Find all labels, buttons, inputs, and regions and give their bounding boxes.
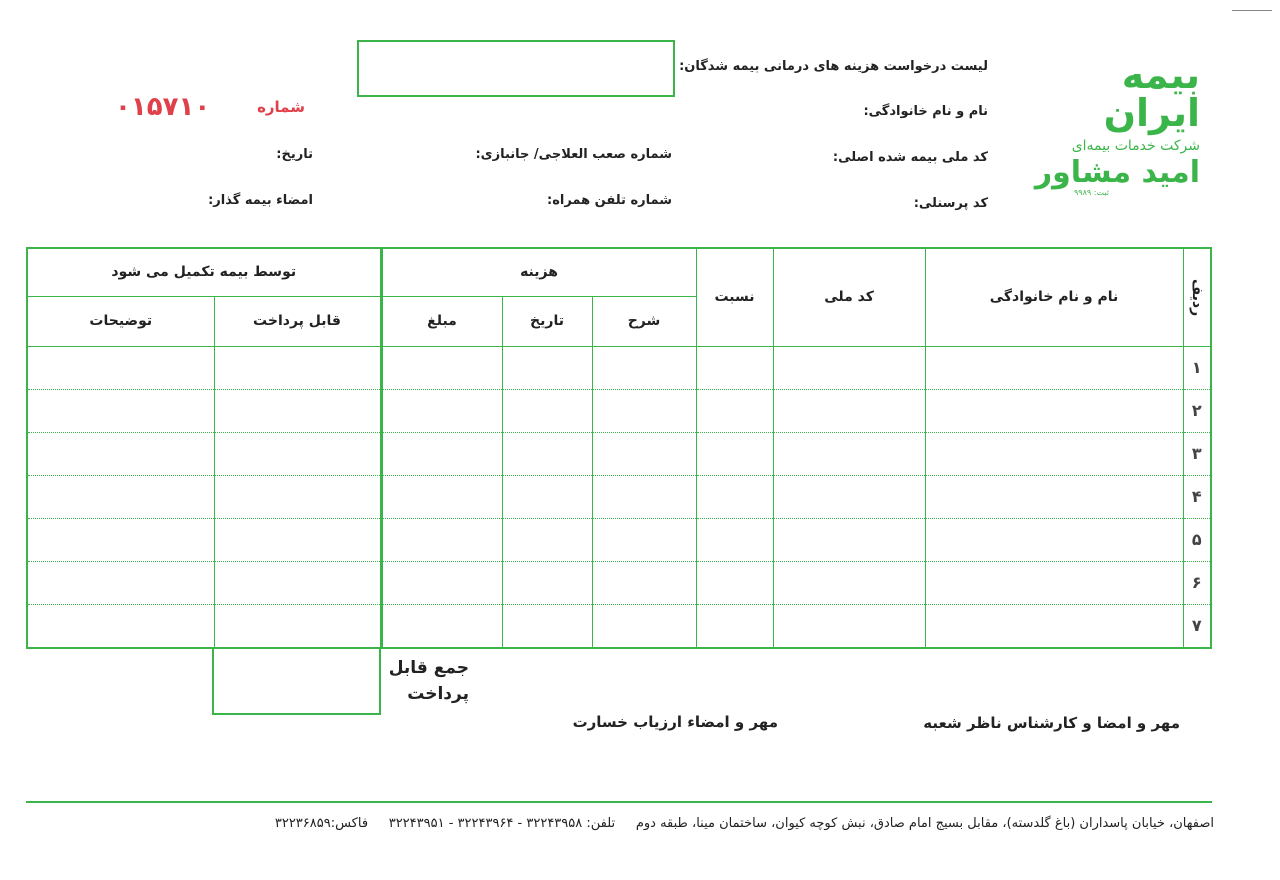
national-id-cell[interactable] — [773, 389, 925, 432]
personnel-code-label: کد پرسنلی: — [913, 196, 988, 211]
national-id-cell[interactable] — [773, 604, 925, 648]
amount-cell[interactable] — [381, 475, 502, 518]
row-number: ۶ — [1183, 561, 1211, 604]
date-cell[interactable] — [502, 561, 592, 604]
payable-cell[interactable] — [214, 475, 381, 518]
col-row-header: ردیف — [1183, 248, 1211, 346]
total-label-line2: پرداخت — [407, 683, 469, 704]
description-cell[interactable] — [592, 561, 696, 604]
relation-cell[interactable] — [696, 475, 773, 518]
national-id-cell[interactable] — [773, 432, 925, 475]
footer-phones: ۳۲۲۴۳۹۵۸ - ۳۲۲۴۳۹۶۴ - ۳۲۲۴۳۹۵۱ — [388, 816, 583, 831]
col-payable-header: قابل پرداخت — [214, 296, 381, 346]
notes-cell[interactable] — [27, 475, 214, 518]
footer-phone-label: تلفن: — [586, 816, 616, 831]
amount-cell[interactable] — [381, 518, 502, 561]
description-cell[interactable] — [592, 475, 696, 518]
notes-cell[interactable] — [27, 604, 214, 648]
name-cell[interactable] — [925, 518, 1183, 561]
payable-cell[interactable] — [214, 432, 381, 475]
table-row — [27, 389, 1211, 432]
row-number: ۵ — [1183, 518, 1211, 561]
total-label-line1: جمع قابل — [388, 658, 469, 678]
brand-logo-text: بیمه ایران — [1103, 53, 1200, 135]
list-title-label: لیست درخواست هزینه های درمانی بیمه شدگان: — [679, 59, 988, 74]
insurer-signature-label: امضاء بیمه گذار: — [208, 193, 313, 208]
row-number: ۷ — [1183, 604, 1211, 648]
national-id-cell[interactable] — [773, 561, 925, 604]
description-cell[interactable] — [592, 346, 696, 389]
page-edge-mark — [1232, 10, 1272, 11]
footer-fax-label: فاکس: — [330, 816, 369, 831]
company-line: شرکت خدمات بیمه‌ای — [1071, 138, 1200, 154]
assessor-signature-label: مهر و امضاء ارزیاب خسارت — [572, 713, 778, 731]
mobile-number-label: شماره تلفن همراه: — [547, 193, 672, 208]
table-row — [27, 518, 1211, 561]
national-id-label: کد ملی بیمه شده اصلی: — [832, 150, 988, 165]
relation-cell[interactable] — [696, 518, 773, 561]
col-amount-header: مبلغ — [381, 296, 502, 346]
list-title-field[interactable] — [357, 40, 675, 97]
payable-cell[interactable] — [214, 518, 381, 561]
company-logo — [1030, 53, 1200, 197]
name-cell[interactable] — [925, 432, 1183, 475]
relation-cell[interactable] — [696, 432, 773, 475]
full-name-label: نام و نام خانوادگی: — [863, 104, 988, 119]
notes-cell[interactable] — [27, 389, 214, 432]
table-row — [27, 346, 1211, 389]
total-payable-label — [385, 656, 469, 707]
registration-number: ثبت: ۹۹۸۹ — [1074, 188, 1109, 197]
col-description-header: شرح — [592, 296, 696, 346]
national-id-cell[interactable] — [773, 475, 925, 518]
date-cell[interactable] — [502, 432, 592, 475]
col-relation-header: نسبت — [696, 248, 773, 346]
date-label: تاریخ: — [276, 147, 313, 162]
description-cell[interactable] — [592, 389, 696, 432]
col-national-id-header: کد ملی — [773, 248, 925, 346]
total-payable-field[interactable] — [212, 647, 381, 715]
date-cell[interactable] — [502, 346, 592, 389]
date-cell[interactable] — [502, 518, 592, 561]
amount-cell[interactable] — [381, 604, 502, 648]
amount-cell[interactable] — [381, 346, 502, 389]
relation-cell[interactable] — [696, 389, 773, 432]
footer-address: اصفهان، خیابان پاسداران (باغ گلدسته)، مقابل بسیج امام صادق، نبش کوچه کیوان، ساختمان مینا، طبقه دوم — [635, 816, 1214, 831]
description-cell[interactable] — [592, 604, 696, 648]
col-name-header: نام و نام خانوادگی — [925, 248, 1183, 346]
row-number: ۴ — [1183, 475, 1211, 518]
amount-cell[interactable] — [381, 432, 502, 475]
footer-divider — [26, 801, 1212, 803]
footer-fax: ۳۲۲۳۶۸۵۹ — [274, 816, 331, 831]
name-cell[interactable] — [925, 475, 1183, 518]
table-row — [27, 475, 1211, 518]
expense-table — [26, 247, 1212, 649]
description-cell[interactable] — [592, 432, 696, 475]
row-number: ۲ — [1183, 389, 1211, 432]
date-cell[interactable] — [502, 604, 592, 648]
payable-cell[interactable] — [214, 346, 381, 389]
row-number: ۱ — [1183, 346, 1211, 389]
payable-cell[interactable] — [214, 604, 381, 648]
date-cell[interactable] — [502, 389, 592, 432]
relation-cell[interactable] — [696, 604, 773, 648]
relation-cell[interactable] — [696, 346, 773, 389]
notes-cell[interactable] — [27, 561, 214, 604]
national-id-cell[interactable] — [773, 346, 925, 389]
cost-group-header: هزینه — [381, 248, 696, 296]
relation-cell[interactable] — [696, 561, 773, 604]
national-id-cell[interactable] — [773, 518, 925, 561]
supplementary-group-header: توسط بیمه تکمیل می شود — [27, 248, 381, 296]
company-name: امید مشاور — [1034, 155, 1200, 190]
table-row — [27, 561, 1211, 604]
branch-signature-label: مهر و امضا و کارشناس ناظر شعبه — [923, 714, 1180, 732]
payable-cell[interactable] — [214, 561, 381, 604]
row-number: ۳ — [1183, 432, 1211, 475]
table-row — [27, 432, 1211, 475]
notes-cell[interactable] — [27, 518, 214, 561]
col-date-header: تاریخ — [502, 296, 592, 346]
amount-cell[interactable] — [381, 389, 502, 432]
disability-number-label: شماره صعب العلاجی/ جانبازی: — [475, 147, 672, 162]
notes-cell[interactable] — [27, 432, 214, 475]
amount-cell[interactable] — [381, 561, 502, 604]
serial-label: شماره — [257, 98, 305, 116]
date-cell[interactable] — [502, 475, 592, 518]
name-cell[interactable] — [925, 346, 1183, 389]
table-row — [27, 604, 1211, 648]
name-cell[interactable] — [925, 561, 1183, 604]
serial-block — [115, 92, 305, 126]
payable-cell[interactable] — [214, 389, 381, 432]
notes-cell[interactable] — [27, 346, 214, 389]
col-notes-header: توضیحات — [27, 296, 214, 346]
name-cell[interactable] — [925, 604, 1183, 648]
description-cell[interactable] — [592, 518, 696, 561]
serial-number: ۰۱۵۷۱۰ — [115, 92, 211, 122]
name-cell[interactable] — [925, 389, 1183, 432]
footer-contact — [20, 816, 1214, 831]
